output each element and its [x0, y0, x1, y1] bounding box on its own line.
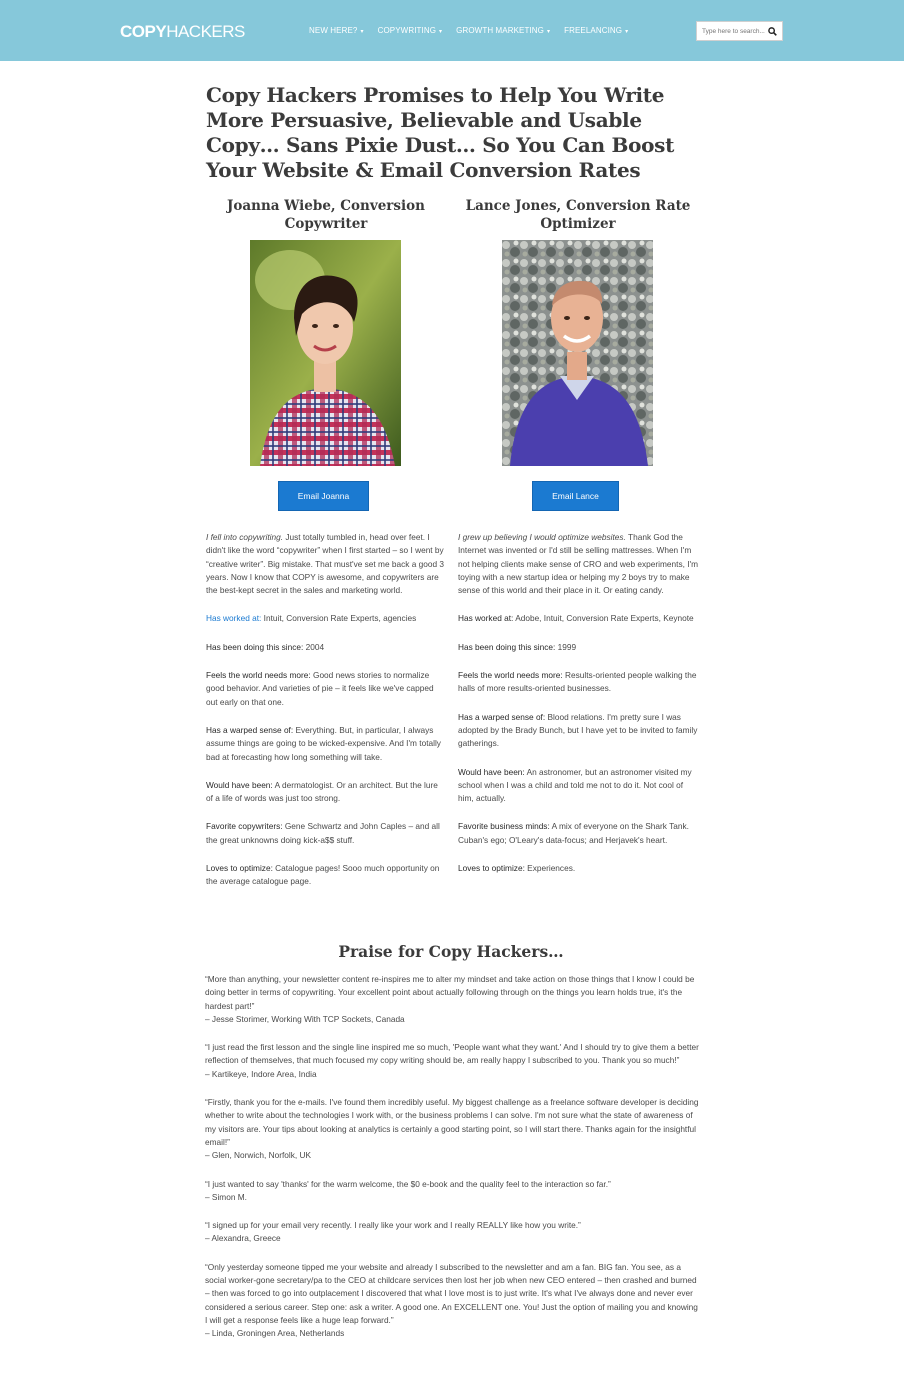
search-input[interactable]	[697, 28, 765, 35]
bio-intro-text: Just totally tumbled in, head over feet. I didn't like the word “copywriter” when I first started – so I went by “creative writer”. Big mistake. That must've set me back a good 3 years. Now I know that COPY is awesome, and copywriters are the best-kept secret in the sales and marketing world.	[206, 532, 444, 596]
testimonial-author: – Kartikeye, Indore Area, India	[205, 1068, 317, 1079]
email-lance-button[interactable]: Email Lance	[532, 481, 619, 511]
fact-value: Intuit, Conversion Rate Experts, agencies	[261, 613, 417, 624]
profile-joanna	[204, 197, 448, 887]
joanna-photo	[250, 240, 401, 466]
testimonial	[205, 1041, 699, 1081]
testimonial-quote: “I signed up for your email very recently. I really like your work and I really REALLY like how you write.”	[205, 1220, 581, 1231]
search-box	[696, 21, 783, 41]
bio-fact	[206, 669, 446, 709]
nav-label: COPYWRITING	[377, 26, 437, 35]
testimonial-author: – Alexandra, Greece	[205, 1233, 281, 1244]
fact-value: Everything. But, in particular, I always assume things are going to be wicked-expensive. And I'm totally bad at forecasting how long something will take.	[206, 724, 441, 762]
testimonial-author: – Glen, Norwich, Norfolk, UK	[205, 1150, 312, 1161]
fact-value: Adobe, Intuit, Conversion Rate Experts, Keynote	[513, 613, 694, 624]
bio-fact	[206, 641, 446, 654]
nav-label: GROWTH MARKETING	[456, 26, 544, 35]
fact-label: Has a warped sense of:	[458, 711, 546, 722]
bio-fact	[458, 766, 698, 806]
bio-fact	[458, 862, 698, 875]
fact-value: A mix of everyone on the Shark Tank. Cuban's ego; O'Leary's data-focus; and Herjavek's heart.	[458, 821, 689, 845]
bio-intro-text: Thank God the Internet was invented or I'd still be selling mattresses. When I'm not helping clients make sense of CRO and web experiments, I'm toying with a new startup idea or helping my 2 boys try to make sense of this world and their place in it. Or eating candy.	[458, 532, 699, 596]
logo-thin: HACKERS	[166, 22, 245, 41]
fact-label: Feels the world needs more:	[458, 670, 563, 681]
fact-value: Experiences.	[524, 863, 576, 874]
testimonial-author: – Jesse Storimer, Working With TCP Sockets, Canada	[205, 1013, 405, 1024]
fact-value: Results-oriented people walking the halls of more results-oriented businesses.	[458, 670, 697, 694]
chevron-down-icon: ▾	[360, 29, 364, 35]
joanna-bio	[206, 531, 446, 904]
bio-intro	[458, 531, 698, 597]
testimonial-quote: “I just read the first lesson and the single line inspired me so much, 'People want what they want.' And I should try to give them a better reflection of themselves, that much focused my copy writing should be, am really happy I subscribed to you. Thank you so much!”	[205, 1042, 699, 1066]
nav-label: FREELANCING	[564, 26, 623, 35]
fact-label: Has worked at:	[458, 613, 514, 624]
bio-fact	[206, 724, 446, 764]
testimonial-author: – Linda, Groningen Area, Netherlands	[205, 1328, 345, 1339]
nav-new-here[interactable]	[309, 26, 364, 35]
bio-fact	[458, 612, 698, 625]
nav-growth-marketing[interactable]	[456, 26, 550, 35]
bio-fact	[206, 612, 446, 625]
fact-label: Has been doing this since:	[206, 641, 304, 652]
fact-value: An astronomer, but an astronomer visited my school when I was a child and told me not to do it. Not cool of him, actually.	[458, 766, 692, 804]
bio-intro-em: I grew up believing I would optimize websites.	[458, 532, 626, 542]
fact-label: Has a warped sense of:	[206, 724, 294, 735]
testimonial	[205, 1261, 699, 1341]
bio-fact	[206, 820, 446, 847]
bio-fact	[458, 820, 698, 847]
page-headline: Copy Hackers Promises to Help You Write More Persuasive, Believable and Usable Copy… Sans Pixie Dust… So You Can Boost Your Website & Email Conversion Rates	[206, 83, 675, 182]
fact-label: Would have been:	[206, 779, 273, 790]
fact-label: Favorite business minds:	[458, 821, 550, 832]
fact-value: 1999	[555, 641, 577, 652]
chevron-down-icon: ▾	[625, 29, 629, 35]
fact-label: Has worked at:	[206, 613, 262, 624]
bio-intro-em: I fell into copywriting.	[206, 532, 284, 542]
nav-freelancing[interactable]	[564, 26, 628, 35]
fact-label: Has been doing this since:	[458, 641, 556, 652]
nav-label: NEW HERE?	[309, 26, 358, 35]
fact-value: Catalogue pages! Sooo much opportunity on the average catalogue page.	[206, 863, 440, 887]
profile-name: Lance Jones, Conversion Rate Optimizer	[465, 198, 691, 232]
testimonial-quote: “I just wanted to say 'thanks' for the warm welcome, the $0 e-book and the quality feel to the interaction so far.”	[205, 1178, 611, 1189]
fact-value: 2004	[303, 641, 325, 652]
search-icon[interactable]	[765, 24, 779, 38]
testimonial	[205, 973, 699, 1026]
fact-value: A dermatologist. Or an architect. But the lure of a life of words was just too strong.	[206, 779, 438, 804]
fact-value: Gene Schwartz and John Caples – and all the great unknowns doing kick-a$$ stuff.	[206, 821, 440, 845]
site-logo[interactable]	[120, 22, 245, 42]
chevron-down-icon: ▾	[546, 29, 551, 35]
profile-name: Joanna Wiebe, Conversion Copywriter	[227, 198, 425, 232]
lance-photo	[502, 240, 653, 466]
testimonial-author: – Simon M.	[205, 1191, 247, 1202]
fact-label: Would have been:	[458, 766, 525, 777]
email-joanna-button[interactable]: Email Joanna	[278, 481, 369, 511]
bio-fact	[458, 711, 698, 751]
praise-title: Praise for Copy Hackers…	[338, 942, 564, 961]
chevron-down-icon: ▾	[439, 29, 443, 35]
profile-lance	[456, 197, 700, 874]
testimonial	[205, 1096, 699, 1162]
testimonial-quote: “Firstly, thank you for the e-mails. I've found them incredibly useful. My biggest challenge as a freelance software developer is deciding whether to write about the technologies I work with, or the business problems I can solve. I'm not sure what the state of awareness of my visitors are. Your tips about looking at analytics is certainly a good starting point, so I will start there. Thanks again for the insightful email!”	[205, 1097, 699, 1147]
logo-bold: COPY	[120, 22, 167, 41]
bio-fact	[206, 862, 446, 889]
fact-value: Blood relations. I'm pretty sure I was adopted by the Brady Bunch, but I have yet to be invited to family gatherings.	[458, 711, 698, 749]
testimonial-quote: “Only yesterday someone tipped me your website and already I subscribed to the newsletter and am a fan. BIG fan. You see, as a social worker-gone secretary/pa to the CEO at childcare services then lost her job when new CEO entered – then crashed and burned – then was forced to go into outplacement I discovered that what I love most is to just write. It's what I've always done and never ever considered a serious career. Step one: ask a writer. A good one. An EXCELLENT one. You! Just the option of mailing you and knowing I will get a response feels like a huge leap forward.”	[205, 1261, 698, 1325]
testimonial-quote: “More than anything, your newsletter content re-inspires me to alter my mindset and take action on those things that I know I could be doing better in terms of copywriting. Your excellent point about actually following through on the things you learn holds true, it's the hardest part!”	[205, 974, 695, 1011]
lance-bio	[458, 531, 698, 890]
testimonial	[205, 1219, 699, 1246]
bio-fact	[458, 669, 698, 696]
bio-fact	[206, 779, 446, 806]
testimonial	[205, 1178, 699, 1205]
fact-label: Feels the world needs more:	[206, 670, 311, 681]
fact-label: Loves to optimize:	[458, 863, 525, 874]
fact-label: Loves to optimize:	[206, 863, 273, 874]
fact-value: Good news stories to normalize good behavior. And varieties of pie – it feels like we've capped out early on that one.	[206, 670, 434, 707]
nav-copywriting[interactable]	[378, 26, 443, 35]
site-header	[0, 0, 904, 61]
bio-intro	[206, 531, 446, 597]
bio-fact	[458, 641, 698, 654]
main-nav	[309, 26, 628, 35]
testimonials	[205, 973, 699, 1356]
fact-label: Favorite copywriters:	[206, 821, 283, 832]
